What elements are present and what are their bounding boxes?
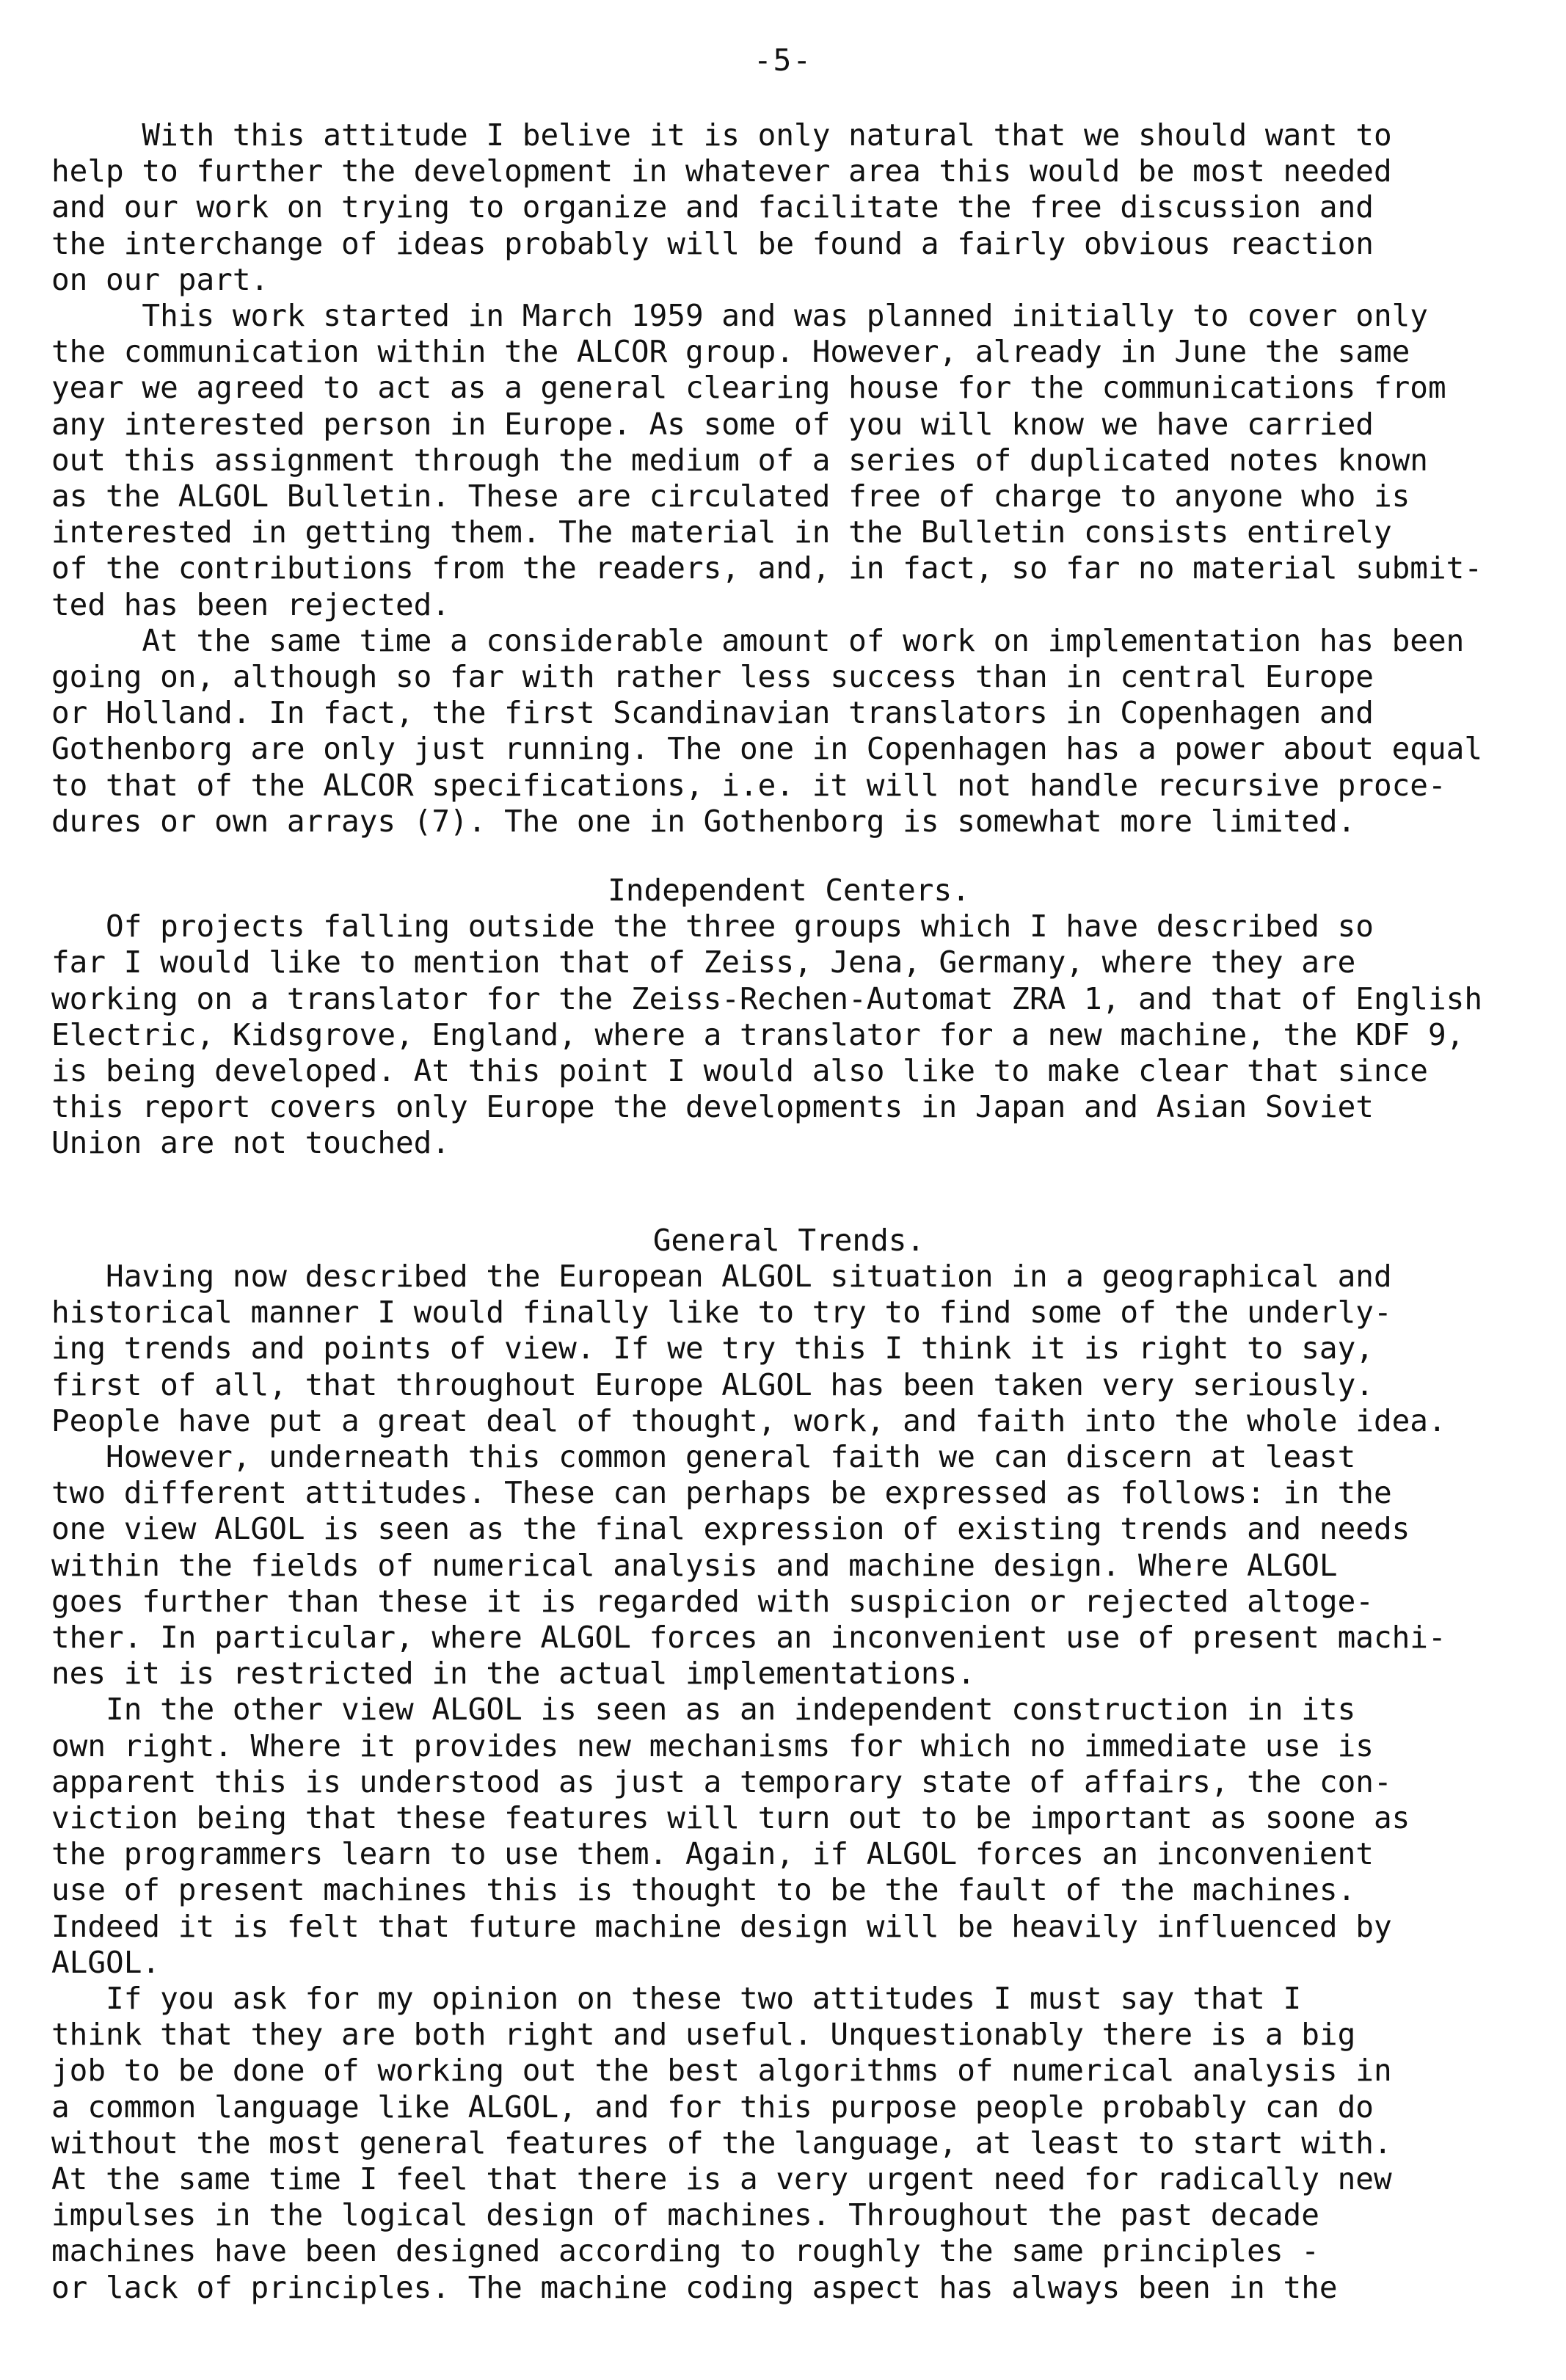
section-heading-general-trends: General Trends. bbox=[652, 1222, 925, 1258]
text-line: going on, although so far with rather less success than in central Europe bbox=[51, 659, 1374, 695]
text-line: and our work on trying to organize and facilitate the free discussion and bbox=[51, 189, 1374, 225]
text-line: this report covers only Europe the developments in Japan and Asian Soviet bbox=[51, 1089, 1374, 1125]
text-line: machines have been designed according to roughly the same principles - bbox=[51, 2233, 1319, 2269]
text-line: In the other view ALGOL is seen as an independent construction in its bbox=[51, 1692, 1356, 1728]
paragraph-attitude bbox=[51, 117, 1526, 298]
text-line: think that they are both right and useful. Unquestionably there is a big bbox=[51, 2017, 1356, 2053]
text-line: If you ask for my opinion on these two attitudes I must say that I bbox=[51, 1980, 1302, 2016]
paragraph-however bbox=[51, 1439, 1526, 1692]
text-line: is being developed. At this point I would also like to make clear that since bbox=[51, 1053, 1428, 1089]
text-line: interested in getting them. The material in the Bulletin consists entirely bbox=[51, 514, 1392, 550]
text-line: Gothenborg are only just running. The one in Copenhagen has a power about equal bbox=[51, 731, 1483, 767]
text-line: of the contributions from the readers, and, in fact, so far no material submit- bbox=[51, 550, 1483, 586]
text-line: goes further than these it is regarded with suspicion or rejected altoge- bbox=[51, 1583, 1374, 1619]
text-line: ted has been rejected. bbox=[51, 586, 451, 622]
text-line: Electric, Kidsgrove, England, where a translator for a new machine, the KDF 9, bbox=[51, 1016, 1465, 1052]
general-trends-section bbox=[51, 1223, 1526, 2306]
text-line: on our part. bbox=[51, 261, 269, 297]
text-line: apparent this is understood as just a temporary state of affairs, the con- bbox=[51, 1764, 1392, 1799]
text-line: as the ALGOL Bulletin. These are circulated free of charge to anyone who is bbox=[51, 478, 1410, 514]
text-line: far I would like to mention that of Zeiss, Jena, Germany, where they are bbox=[51, 945, 1356, 980]
text-line: Union are not touched. bbox=[51, 1125, 451, 1161]
text-line: the programmers learn to use them. Again, if ALGOL forces an inconvenient bbox=[51, 1836, 1374, 1872]
text-line: This work started in March 1959 and was planned initially to cover only bbox=[51, 298, 1428, 334]
paragraph-implementation bbox=[51, 623, 1526, 840]
body-text bbox=[51, 117, 1526, 2306]
text-line: two different attitudes. These can perhaps be expressed as follows: in the bbox=[51, 1475, 1392, 1511]
text-line: nes it is restricted in the actual implementations. bbox=[51, 1656, 975, 1692]
paragraph-having-described bbox=[51, 1259, 1526, 1439]
text-line: or lack of principles. The machine coding aspect has always been in the bbox=[51, 2269, 1338, 2305]
text-line: Of projects falling outside the three groups which I have described so bbox=[51, 909, 1374, 945]
text-line: People have put a great deal of thought, work, and faith into the whole idea. bbox=[51, 1402, 1446, 1438]
text-line: impulses in the logical design of machines. Throughout the past decade bbox=[51, 2197, 1319, 2233]
text-line: or Holland. In fact, the first Scandinavian translators in Copenhagen and bbox=[51, 695, 1374, 731]
text-line: a common language like ALGOL, and for this purpose people probably can do bbox=[51, 2089, 1374, 2125]
text-line: historical manner I would finally like to try to find some of the underly- bbox=[51, 1295, 1392, 1331]
independent-centers-section bbox=[51, 873, 1526, 1162]
text-line: to that of the ALCOR specifications, i.e. it will not handle recursive proce- bbox=[51, 767, 1446, 803]
text-line: own right. Where it provides new mechanisms for which no immediate use is bbox=[51, 1728, 1374, 1764]
text-line: out this assignment through the medium of a series of duplicated notes known bbox=[51, 442, 1428, 478]
text-line: any interested person in Europe. As some of you will know we have carried bbox=[51, 406, 1374, 442]
text-line: help to further the development in whatever area this would be most needed bbox=[51, 153, 1392, 189]
section-heading-independent-centers: Independent Centers. bbox=[608, 873, 970, 909]
paragraph-opinion bbox=[51, 1981, 1526, 2306]
text-line: At the same time a considerable amount of work on implementation has been bbox=[51, 622, 1465, 658]
text-line: one view ALGOL is seen as the final expression of existing trends and needs bbox=[51, 1511, 1410, 1547]
text-line: Having now described the European ALGOL situation in a geographical and bbox=[51, 1258, 1392, 1294]
text-line: dures or own arrays (7). The one in Gothenborg is somewhat more limited. bbox=[51, 803, 1356, 839]
text-line: the interchange of ideas probably will be found a fairly obvious reaction bbox=[51, 225, 1374, 261]
text-line: working on a translator for the Zeiss-Rechen-Automat ZRA 1, and that of English bbox=[51, 980, 1483, 1016]
text-line: Indeed it is felt that future machine design will be heavily influenced by bbox=[51, 1908, 1392, 1944]
text-line: ing trends and points of view. If we try this I think it is right to say, bbox=[51, 1331, 1374, 1367]
text-line: job to be done of working out the best algorithms of numerical analysis in bbox=[51, 2053, 1392, 2089]
page-number: -5- bbox=[753, 43, 813, 78]
paragraph-other-view bbox=[51, 1692, 1526, 1981]
text-line: first of all, that throughout Europe ALGOL has been taken very seriously. bbox=[51, 1367, 1374, 1402]
intro-section bbox=[51, 117, 1526, 840]
text-line: ther. In particular, where ALGOL forces an inconvenient use of present machi- bbox=[51, 1619, 1446, 1655]
paragraph-work-started bbox=[51, 298, 1526, 623]
text-line: within the fields of numerical analysis and machine design. Where ALGOL bbox=[51, 1547, 1338, 1583]
paragraph-projects bbox=[51, 909, 1526, 1161]
text-line: the communication within the ALCOR group. However, already in June the same bbox=[51, 334, 1410, 370]
text-line: use of present machines this is thought to be the fault of the machines. bbox=[51, 1872, 1356, 1908]
text-line: year we agreed to act as a general clearing house for the communications from bbox=[51, 370, 1446, 406]
text-line: viction being that these features will turn out to be important as soone as bbox=[51, 1799, 1410, 1835]
text-line: without the most general features of the language, at least to start with. bbox=[51, 2125, 1392, 2161]
text-line: ALGOL. bbox=[51, 1944, 161, 1980]
text-line: However, underneath this common general faith we can discern at least bbox=[51, 1438, 1356, 1474]
text-line: At the same time I feel that there is a very urgent need for radically new bbox=[51, 2161, 1392, 2197]
text-line: With this attitude I belive it is only natural that we should want to bbox=[51, 117, 1392, 153]
